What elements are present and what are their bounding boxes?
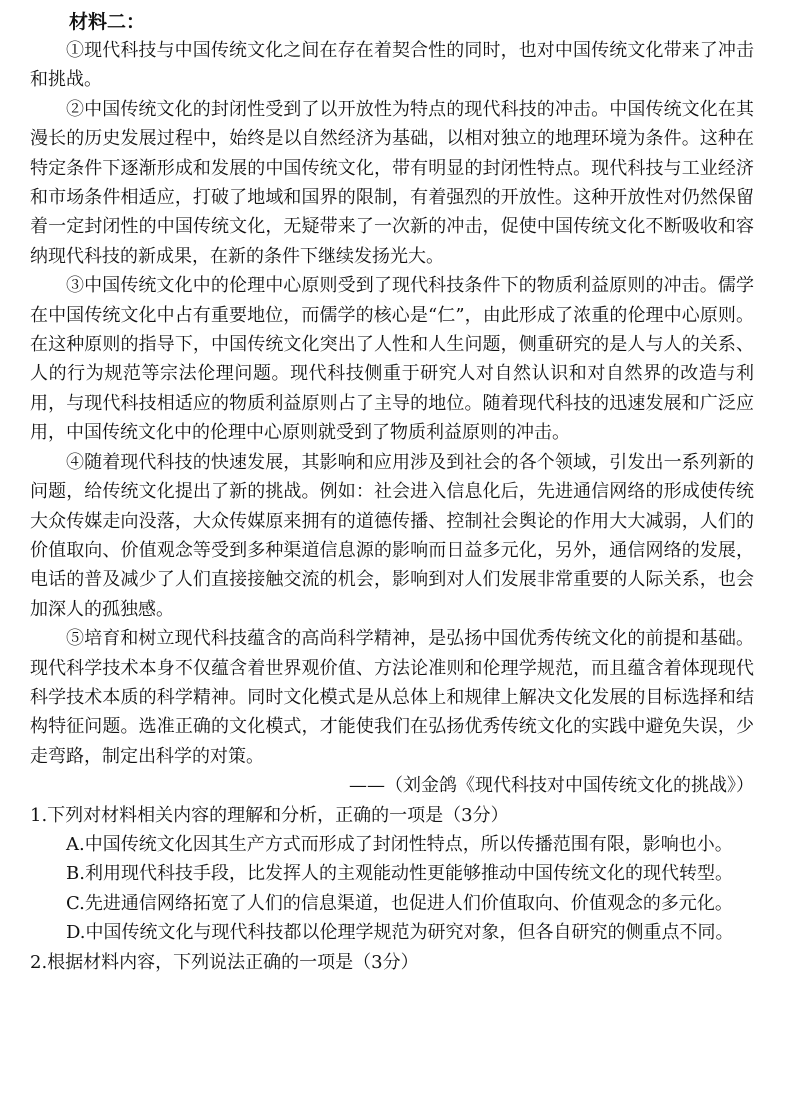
paragraph-2: ②中国传统文化的封闭性受到了以开放性为特点的现代科技的冲击。中国传统文化在其漫长的历史发展过程中，始终是以自然经济为基础，以相对独立的地理环境为条件。这种在特定条件下逐渐形成和发展的中国传统文化，带有明显的封闭性特点。现代科技与工业经济和市场条件相适应，打破了地域和国界的限制，有着强烈的开放性。这种开放性对仍然保留着一定封闭性的中国传统文化，无疑带来了一次新的冲击，促使中国传统文化不断吸收和容纳现代科技的新成果，在新的条件下继续发扬光大。 bbox=[30, 98, 754, 267]
paragraph-5: ⑤培育和树立现代科技蕴含的高尚科学精神，是弘扬中国优秀传统文化的前提和基础。现代科学技术本身不仅蕴含着世界观价值、方法论准则和伦理学规范，而且蕴含着体现现代科学技术本质的科学精神。同时文化模式是从总体上和规律上解决文化发展的目标选择和结构特征问题。选准正确的文化模式，才能使我们在弘扬优秀传统文化的实践中避免失误，少走弯路，制定出科学的对策。 bbox=[30, 628, 754, 767]
question-1-stem: 1.下列对材料相关内容的理解和分析，正确的一项是（3分） bbox=[30, 804, 509, 826]
question-1-option-b: B.利用现代科技手段，比发挥人的主观能动性更能够推动中国传统文化的现代转型。 bbox=[66, 863, 733, 885]
paragraph-3: ③中国传统文化中的伦理中心原则受到了现代科技条件下的物质利益原则的冲击。儒学在中国传统文化中占有重要地位，而儒学的核心是“仁”，由此形成了浓重的伦理中心原则。在这种原则的指导下，中国传统文化突出了人性和人生问题，侧重研究的是人与人的关系、人的行为规范等宗法伦理问题。现代科技侧重于研究人对自然认识和对自然界的改造与利用，与现代科技相适应的物质利益原则占了主导的地位。随着现代科技的迅速发展和广泛应用，中国传统文化中的伦理中心原则就受到了物质利益原则的冲击。 bbox=[30, 275, 754, 444]
paragraph-4: ④随着现代科技的快速发展，其影响和应用涉及到社会的各个领域，引发出一系列新的问题，给传统文化提出了新的挑战。例如：社会进入信息化后，先进通信网络的形成使传统大众传媒走向没落，大众传媒原来拥有的道德传播、控制社会舆论的作用大大减弱，人们的价值取向、价值观念等受到多种渠道信息源的影响而日益多元化，另外，通信网络的发展，电话的普及减少了人们直接接触交流的机会，影响到对人们发展非常重要的人际关系，也会加深人的孤独感。 bbox=[30, 451, 754, 620]
question-1-option-d: D.中国传统文化与现代科技都以伦理学规范为研究对象，但各自研究的侧重点不同。 bbox=[66, 922, 734, 944]
paragraph-1: ①现代科技与中国传统文化之间在存在着契合性的同时，也对中国传统文化带来了冲击和挑战。 bbox=[30, 40, 754, 91]
question-2-stem: 2.根据材料内容，下列说法正确的一项是（3分） bbox=[30, 951, 419, 973]
question-1-option-c: C.先进通信网络拓宽了人们的信息渠道，也促进人们价值取向、价值观念的多元化。 bbox=[66, 892, 733, 914]
source-citation: ——（刘金鸽《现代科技对中国传统文化的挑战》） bbox=[349, 775, 754, 797]
question-1-option-a: A.中国传统文化因其生产方式而形成了封闭性特点，所以传播范围有限，影响也小。 bbox=[66, 833, 733, 855]
material-heading: 材料二： bbox=[69, 11, 146, 33]
